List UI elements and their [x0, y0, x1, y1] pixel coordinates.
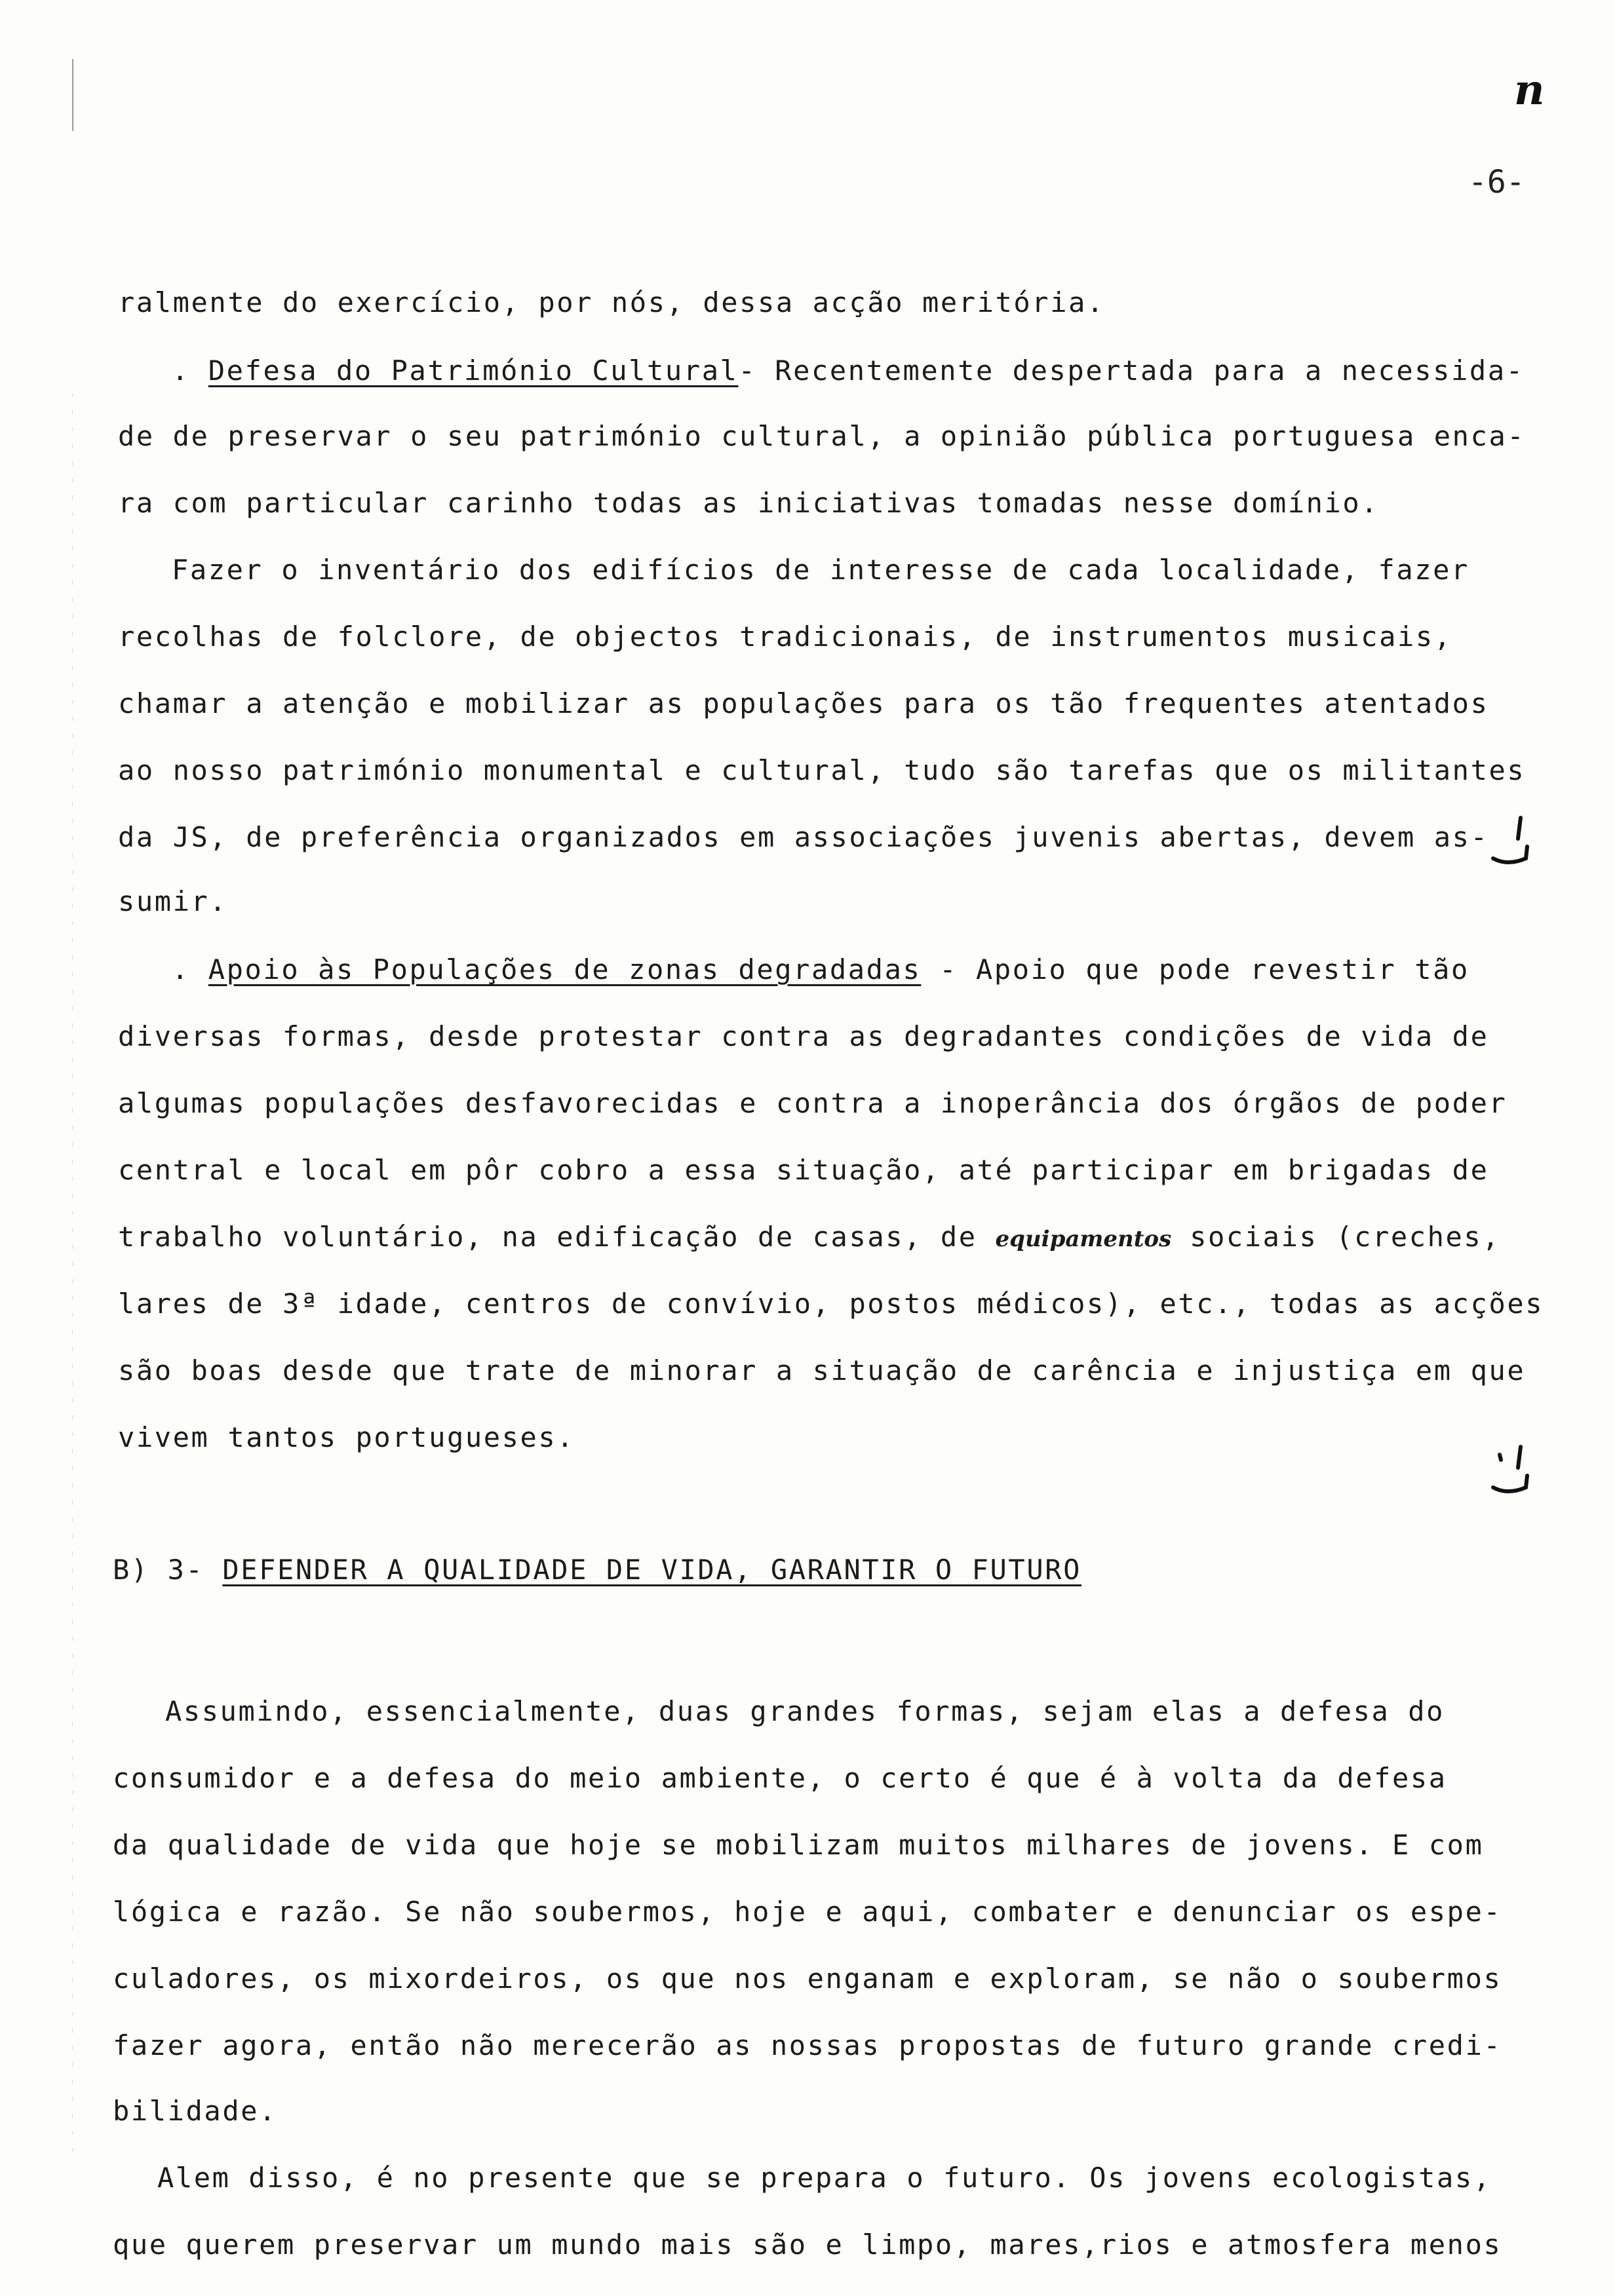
text-line: ralmente do exercício, por nós, dessa acção meritória. — [118, 286, 1105, 318]
text-line — [118, 1217, 1500, 1259]
text-fragment: - Recentemente despertada para a necessida- — [738, 354, 1525, 387]
handwritten-corner-mark: n — [1514, 66, 1545, 115]
page-number: -6- — [1468, 164, 1525, 201]
text-line: recolhas de folclore, de objectos tradicionais, de instrumentos musicais, — [118, 621, 1452, 653]
handwritten-bracket-mark — [1488, 1442, 1534, 1501]
text-line: são boas desde que trate de minorar a situação de carência e injustiça em que — [118, 1354, 1526, 1387]
text-line: algumas populações desfavorecidas e contra a inoperância dos órgãos de poder — [118, 1087, 1508, 1119]
text-line: central e local em pôr cobro a essa situação, até participar em brigadas de — [118, 1154, 1489, 1186]
text-line: da qualidade de vida que hoje se mobilizam muitos milhares de jovens. E com — [113, 1829, 1484, 1861]
section-heading-degraded-zones: Apoio às Populações de zonas degradadas — [208, 953, 922, 985]
text-line: sumir. — [118, 885, 228, 917]
text-line: diversas formas, desde protestar contra as degradantes condições de vida de — [118, 1020, 1489, 1052]
section-number: B) 3- — [113, 1554, 223, 1586]
text-line: vivem tantos portugueses. — [118, 1421, 575, 1453]
text-fragment: trabalho voluntário, na edificação de casas, de — [118, 1221, 996, 1253]
text-line: fazer agora, então não merecerão as nossas propostas de futuro grande credi- — [113, 2029, 1502, 2061]
text-fragment: sociais (creches, — [1171, 1221, 1501, 1253]
text-line — [172, 351, 1525, 391]
text-line: Alem disso, é no presente que se prepara o futuro. Os jovens ecologistas, — [157, 2162, 1492, 2194]
text-line: que querem preservar um mundo mais são e limpo, mares,rios e atmosfera menos — [113, 2229, 1502, 2261]
text-line — [172, 950, 1469, 989]
text-line: Assumindo, essencialmente, duas grandes formas, sejam elas a defesa do — [165, 1695, 1445, 1727]
section-heading-cultural-heritage: Defesa do Património Cultural — [208, 354, 739, 387]
bullet: . — [172, 953, 208, 985]
text-line: lares de 3ª idade, centros de convívio, postos médicos), etc., todas as acções — [118, 1288, 1544, 1320]
text-line: chamar a atenção e mobilizar as populações para os tão frequentes atentados — [118, 687, 1489, 719]
text-line: Fazer o inventário dos edifícios de interesse de cada localidade, fazer — [172, 554, 1469, 586]
bullet: . — [172, 354, 208, 387]
left-margin-mark — [72, 59, 73, 131]
text-line: da JS, de preferência organizados em associações juvenis abertas, devem as- — [118, 821, 1489, 853]
text-fragment: - Apoio que pode revestir tão — [921, 953, 1469, 985]
handwritten-bracket-mark — [1488, 813, 1534, 871]
text-line: ao nosso património monumental e cultural, tudo são tarefas que os militantes — [118, 754, 1526, 786]
text-line: culadores, os mixordeiros, os que nos enganam e exploram, se não o soubermos — [113, 1962, 1502, 1995]
text-line: bilidade. — [113, 2095, 277, 2127]
text-line: consumidor e a defesa do meio ambiente, o certo é que é à volta da defesa — [113, 1762, 1447, 1794]
section-title-text: DEFENDER A QUALIDADE DE VIDA, GARANTIR O FUTURO — [222, 1554, 1081, 1586]
section-title — [113, 1550, 1081, 1590]
text-line: de de preservar o seu património cultural, a opinião pública portuguesa enca- — [118, 420, 1526, 452]
text-line: lógica e razão. Se não soubermos, hoje e aqui, combater e denunciar os espe- — [113, 1896, 1502, 1928]
handwritten-insertion: equipamentos — [995, 1226, 1172, 1252]
text-line: ra com particular carinho todas as iniciativas tomadas nesse domínio. — [118, 487, 1380, 519]
left-margin-dots — [72, 393, 73, 2162]
